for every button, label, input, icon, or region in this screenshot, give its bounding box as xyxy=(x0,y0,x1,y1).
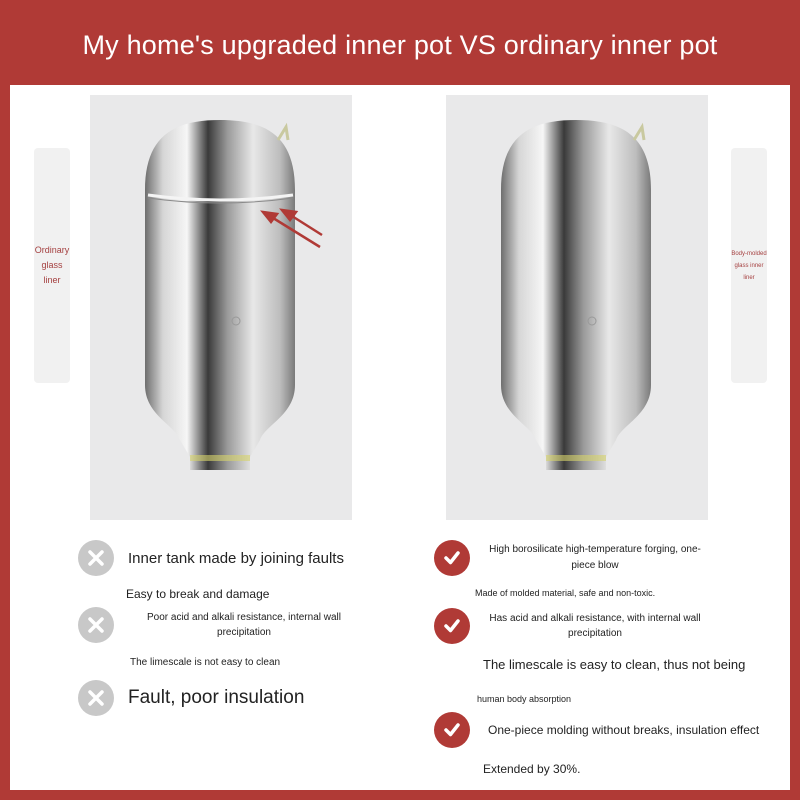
left-point-1 xyxy=(78,540,344,576)
molded-liner-tag xyxy=(731,148,767,383)
molded-liner-label: Body-molded glass inner liner xyxy=(731,250,767,281)
right-point-2-sub2: human body absorption xyxy=(477,694,572,704)
right-point-2-sub: The limescale is easy to clean, thus not being xyxy=(483,657,746,672)
left-point-3 xyxy=(78,680,304,716)
right-point-3 xyxy=(434,712,759,748)
right-point-3-sub: Extended by 30%. xyxy=(483,762,581,776)
left-point-2-text: Poor acid and alkali resistance, internal wall precipitation xyxy=(147,612,341,638)
ordinary-liner-tag xyxy=(34,148,70,383)
ordinary-liner-label: Ordinary glass liner xyxy=(34,245,70,285)
left-point-1-sub: Easy to break and damage xyxy=(126,587,270,601)
right-point-1-text: High borosilicate high-temperature forging, one-piece blow xyxy=(489,544,701,571)
right-point-1 xyxy=(434,540,710,576)
left-point-2-sub: The limescale is not easy to clean xyxy=(130,657,281,668)
right-point-2 xyxy=(434,608,710,644)
check-icon xyxy=(434,608,470,644)
right-point-2-text: Has acid and alkali resistance, with internal wall precipitation xyxy=(489,613,701,639)
ordinary-tank-image xyxy=(90,95,352,520)
left-point-2 xyxy=(78,607,354,643)
ordinary-pot-photo xyxy=(90,95,352,520)
check-icon xyxy=(434,540,470,576)
upgraded-pot-photo xyxy=(446,95,708,520)
right-point-3-text: One-piece molding without breaks, insulation effect xyxy=(488,723,760,737)
check-icon xyxy=(434,712,470,748)
cross-icon xyxy=(78,607,114,643)
left-point-3-text: Fault, poor insulation xyxy=(128,687,305,708)
cross-icon xyxy=(78,680,114,716)
upgraded-tank-image xyxy=(446,95,708,520)
left-point-1-text: Inner tank made by joining faults xyxy=(128,549,344,567)
right-point-1-sub: Made of molded material, safe and non-toxic. xyxy=(475,588,656,598)
page-title: My home's upgraded inner pot VS ordinary inner pot xyxy=(82,29,718,60)
content-panel xyxy=(10,85,790,790)
cross-icon xyxy=(78,540,114,576)
